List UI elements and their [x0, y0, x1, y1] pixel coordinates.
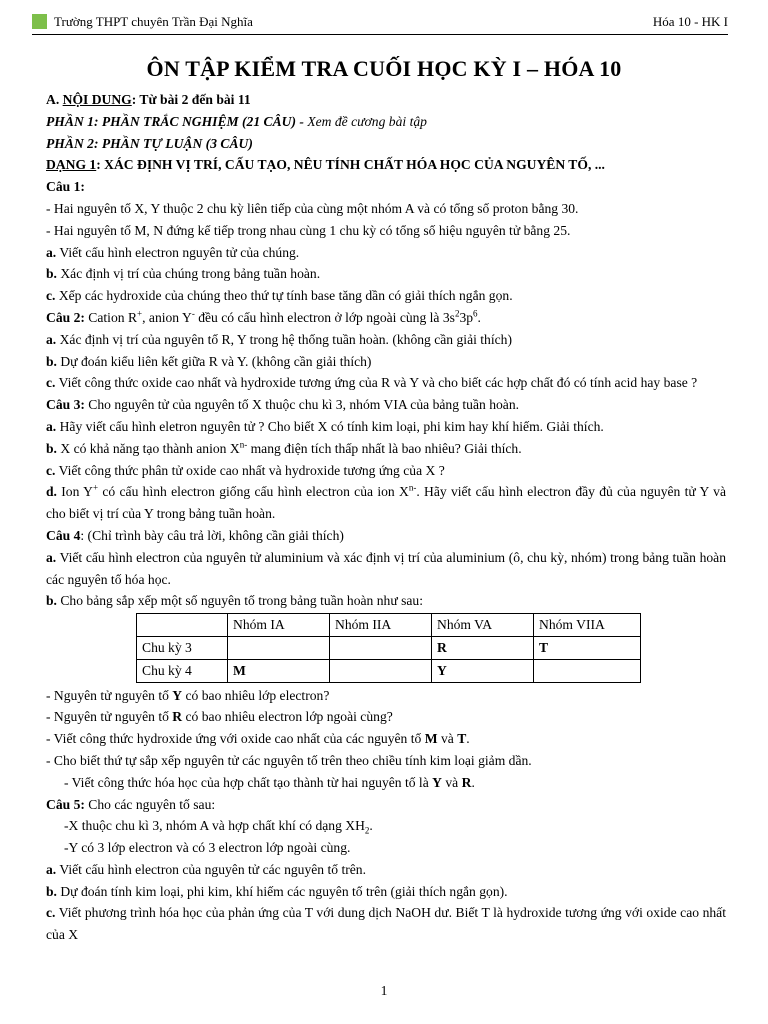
q3-stem: Câu 3: Cho nguyên tử của nguyên tố X thuộc chu kì 3, nhóm VIA của bảng tuần hoàn.	[46, 397, 520, 413]
q3-part-a: a. Hãy viết cấu hình eletron nguyên tử ? Cho biết X có tính kim loại, phi kim hay khí hiếm. Giải thích.	[46, 418, 604, 434]
q5-element-y: -Y có 3 lớp electron và có 3 electron lớp ngoài cùng.	[64, 840, 351, 856]
page-title: ÔN TẬP KIỂM TRA CUỐI HỌC KỲ I – HÓA 10	[146, 56, 622, 81]
table-row	[137, 636, 641, 659]
table-header-cell: Nhóm VIIA	[534, 614, 641, 637]
q1-line-1: - Hai nguyên tố X, Y thuộc 2 chu kỳ liên tiếp của cùng một nhóm A và có tổng số proton bằng 30.	[46, 200, 579, 216]
dang-1-heading: DẠNG 1: XÁC ĐỊNH VỊ TRÍ, CẤU TẠO, NÊU TÍNH CHẤT HÓA HỌC CỦA NGUYÊN TỐ, ...	[46, 157, 605, 173]
table-header-cell: Nhóm IA	[228, 614, 330, 637]
q3-part-b: b. X có khả năng tạo thành anion $X^{n-}$ mang điện tích thấp nhất là bao nhiêu? Giải thích.	[46, 439, 522, 456]
q4-sub-2: - Nguyên tử nguyên tố R có bao nhiêu electron lớp ngoài cùng?	[46, 709, 393, 725]
header-accent-mark	[32, 14, 47, 29]
table-cell: Y	[432, 659, 534, 682]
q1-line-2: - Hai nguyên tố M, N đứng kế tiếp trong nhau cùng 1 chu kỳ có tổng số hiệu nguyên tử bằng 25.	[46, 222, 571, 238]
page-number: 1	[380, 983, 388, 998]
q4-sub-5: - Viết công thức hóa học của hợp chất tạo thành từ hai nguyên tố là Y và R.	[64, 774, 475, 790]
q5-part-c: c. Viết phương trình hóa học của phản ứng của T với dung dịch NaOH dư. Biết T là hydroxide tương ứng với oxide cao nhất của X	[46, 905, 726, 943]
table-row	[137, 659, 641, 682]
subject-label: Hóa 10 - HK I	[652, 14, 728, 29]
table-cell: M	[228, 659, 330, 682]
table-cell	[534, 659, 641, 682]
q5-part-a: a. Viết cấu hình electron của nguyên tử các nguyên tố trên.	[46, 861, 366, 877]
school-name: Trường THPT chuyên Trần Đại Nghĩa	[54, 14, 253, 29]
page-header	[32, 12, 728, 35]
document-body	[46, 89, 726, 946]
table-header-cell: Nhóm VA	[432, 614, 534, 637]
q3-part-d: d. Ion Y+ có cấu hình electron giống cấu hình electron của ion $X^{n-}$. Hãy viết cấu hình electron đầy đủ của nguyên tử Y và cho biết vị trí của Y trong bảng tuần hoàn.	[46, 482, 727, 522]
q3-part-c: c. Viết công thức phân tử oxide cao nhất và hydroxide tương ứng của X ?	[46, 462, 445, 478]
q4-sub-3: - Viết công thức hydroxide ứng với oxide cao nhất của các nguyên tố M và T.	[46, 731, 470, 747]
part-1-heading: PHẦN 1: PHẦN TRẮC NGHIỆM (21 CÂU) - Xem đề cương bài tập	[46, 113, 427, 129]
q2-stem: Câu 2: Cation R+, anion Y- đều có cấu hình electron ở lớp ngoài cùng là $3s^23p^6$.	[46, 308, 481, 325]
table-cell	[330, 659, 432, 682]
table-cell: T	[534, 636, 641, 659]
table-cell: R	[432, 636, 534, 659]
table-cell	[137, 614, 228, 637]
q4-part-a: a. Viết cấu hình electron của nguyên tử aluminium và xác định vị trí của aluminium (ô, chu kỳ, nhóm) trong bảng tuần hoàn các nguyên tố hóa học.	[46, 549, 726, 587]
part-2-heading: PHẦN 2: PHẦN TỰ LUẬN (3 CÂU)	[46, 135, 253, 151]
q4-sub-1: - Nguyên tử nguyên tố Y có bao nhiêu lớp electron?	[46, 687, 330, 703]
table-header-cell: Nhóm IIA	[330, 614, 432, 637]
q1-part-c: c. Xếp các hydroxide của chúng theo thứ tự tính base tăng dần có giải thích ngắn gọn.	[46, 288, 513, 304]
q2-part-b: b. Dự đoán kiểu liên kết giữa R và Y. (không cần giải thích)	[46, 353, 372, 369]
q1-part-a: a. Viết cấu hình electron nguyên tử của chúng.	[46, 244, 300, 260]
q2-part-c: c. Viết công thức oxide cao nhất và hydroxide tương ứng của R và Y và cho biết các hợp chất đó có tính acid hay base ?	[46, 375, 698, 391]
periodic-table-excerpt	[136, 613, 641, 682]
table-cell: Chu kỳ 4	[137, 659, 228, 682]
q4-sub-4: - Cho biết thứ tự sắp xếp nguyên tử các nguyên tố trên theo chiều tính kim loại giảm dần.	[46, 752, 532, 768]
table-cell: Chu kỳ 3	[137, 636, 228, 659]
table-header-row	[137, 614, 641, 637]
table-cell	[228, 636, 330, 659]
section-a: A. NỘI DUNG: Từ bài 2 đến bài 11	[46, 92, 251, 107]
q4-stem: Câu 4: (Chỉ trình bày câu trả lời, không cần giải thích)	[46, 527, 344, 543]
q1-part-b: b. Xác định vị trí của chúng trong bảng tuần hoàn.	[46, 266, 321, 282]
q5-stem: Câu 5: Cho các nguyên tố sau:	[46, 796, 216, 812]
q1-label: Câu 1:	[46, 179, 85, 195]
q2-part-a: a. Xác định vị trí của nguyên tố R, Y trong hệ thống tuần hoàn. (không cần giải thích)	[46, 331, 512, 347]
q4-part-b: b. Cho bảng sắp xếp một số nguyên tố trong bảng tuần hoàn như sau:	[46, 593, 424, 609]
q5-element-x: -X thuộc chu kì 3, nhóm A và hợp chất khí có dạng $XH_2$.	[64, 818, 373, 837]
q5-part-b: b. Dự đoán tính kim loại, phi kim, khí hiếm các nguyên tố trên (giải thích ngắn gọn).	[46, 883, 508, 899]
table-cell	[330, 636, 432, 659]
